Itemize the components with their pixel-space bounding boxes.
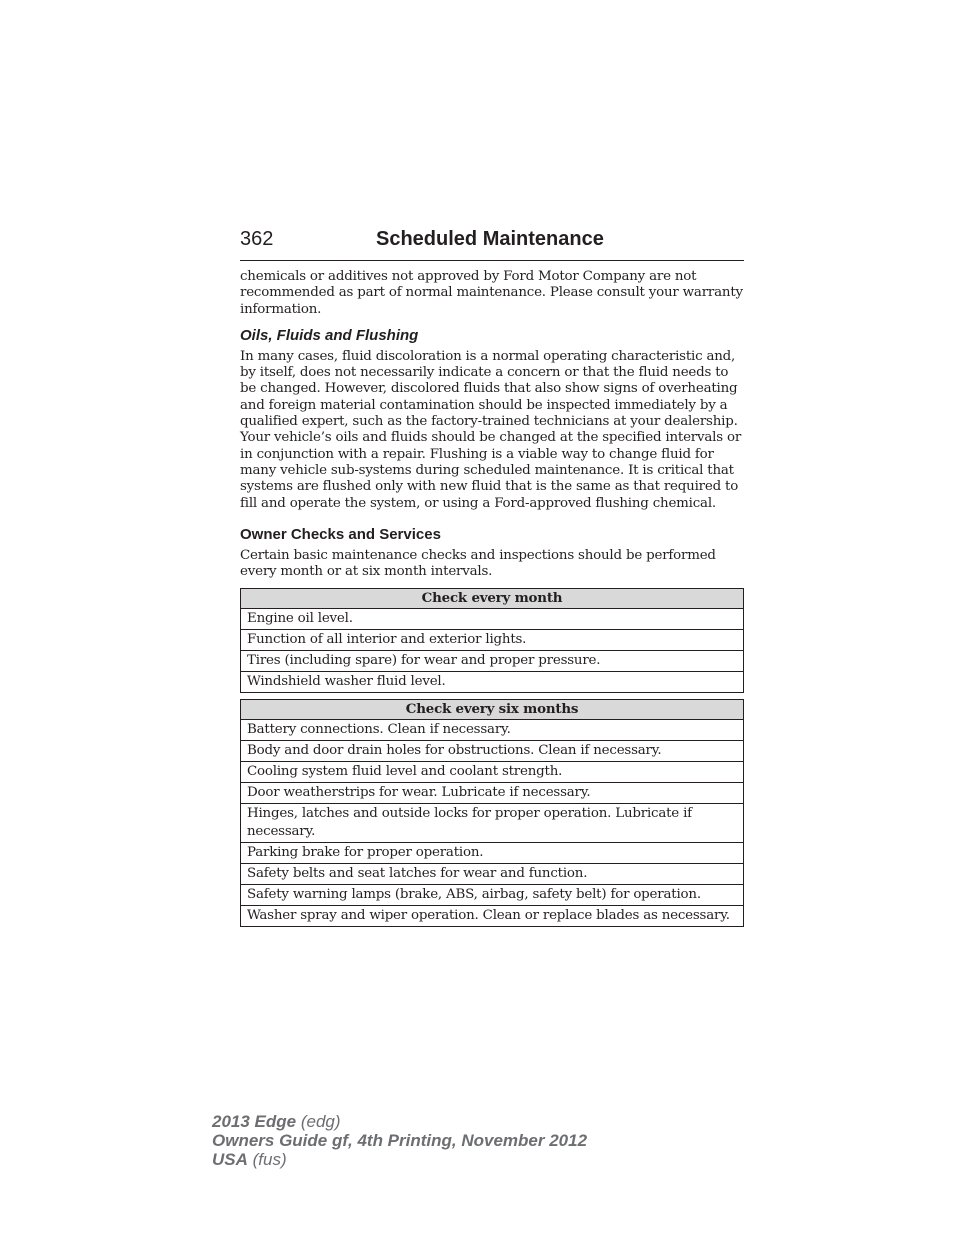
- table-row: [241, 651, 744, 672]
- table-cell: Safety belts and seat latches for wear and function.: [241, 864, 744, 885]
- table-cell: Safety warning lamps (brake, ABS, airbag, safety belt) for operation.: [241, 885, 744, 906]
- footer-edition: Owners Guide gf, 4th Printing, November 2012: [212, 1131, 588, 1150]
- table-row: [241, 906, 744, 927]
- table-cell: Body and door drain holes for obstructions. Clean if necessary.: [241, 741, 744, 762]
- table-header: Check every six months: [241, 700, 744, 720]
- page-content: [240, 228, 744, 927]
- table-row: [241, 804, 744, 843]
- table-row: [241, 783, 744, 804]
- table-header: Check every month: [241, 589, 744, 609]
- chapter-title: Scheduled Maintenance: [376, 228, 604, 250]
- footer-market-code: (fus): [252, 1150, 287, 1169]
- monthly-checks-table: [240, 588, 744, 693]
- footer-market: USA: [212, 1150, 248, 1169]
- intro-paragraph: chemicals or additives not approved by Ford Motor Company are not recommended as part of normal maintenance. Please consult your warranty information.: [240, 269, 743, 317]
- table-cell: Door weatherstrips for wear. Lubricate if necessary.: [241, 783, 744, 804]
- table-cell: Battery connections. Clean if necessary.: [241, 720, 744, 741]
- oils-fluids-heading: Oils, Fluids and Flushing: [240, 326, 419, 344]
- page-number: 362: [240, 228, 274, 250]
- page-header: [240, 228, 744, 261]
- table-row: [241, 885, 744, 906]
- owner-checks-paragraph: Certain basic maintenance checks and inspections should be performed every month or at six month intervals.: [240, 547, 716, 580]
- table-cell: Engine oil level.: [241, 609, 744, 630]
- oils-fluids-paragraph: In many cases, fluid discoloration is a normal operating characteristic and, by itself, does not necessarily indicate a concern or that the fluid needs to be changed. However, discolored fluids that also show signs of overheating and foreign material contamination should be inspected immediately by a qualified expert, such as the factory-trained technicians at your dealership. Your vehicle’s oils and fluids should be changed at the specified intervals or in conjunction with a repair. Flushing is a viable way to change fluid for many vehicle sub-systems during scheduled maintenance. It is critical that systems are flushed only with new fluid that is the same as that required to fill and operate the system, or using a Ford-approved flushing chemical.: [240, 348, 742, 511]
- table-row: [241, 741, 744, 762]
- table-cell: Cooling system fluid level and coolant strength.: [241, 762, 744, 783]
- table-cell: Hinges, latches and outside locks for proper operation. Lubricate if necessary.: [241, 804, 744, 843]
- table-row: [241, 762, 744, 783]
- footer-line-model: [212, 1112, 587, 1131]
- table-cell: Tires (including spare) for wear and proper pressure.: [241, 651, 744, 672]
- table-row: [241, 864, 744, 885]
- owner-checks-heading: Owner Checks and Services: [240, 525, 441, 543]
- footer-line-market: [212, 1150, 587, 1169]
- table-cell: Washer spray and wiper operation. Clean or replace blades as necessary.: [241, 906, 744, 927]
- page-footer: [212, 1112, 587, 1169]
- footer-line-edition: [212, 1131, 587, 1150]
- table-row: [241, 843, 744, 864]
- table-row: [241, 720, 744, 741]
- footer-model: 2013 Edge: [212, 1112, 297, 1131]
- six-month-checks-table: [240, 699, 744, 927]
- table-row: [241, 672, 744, 693]
- table-cell: Windshield washer fluid level.: [241, 672, 744, 693]
- table-cell: Parking brake for proper operation.: [241, 843, 744, 864]
- footer-model-code: (edg): [300, 1112, 341, 1131]
- table-cell: Function of all interior and exterior lights.: [241, 630, 744, 651]
- table-row: [241, 630, 744, 651]
- table-row: [241, 609, 744, 630]
